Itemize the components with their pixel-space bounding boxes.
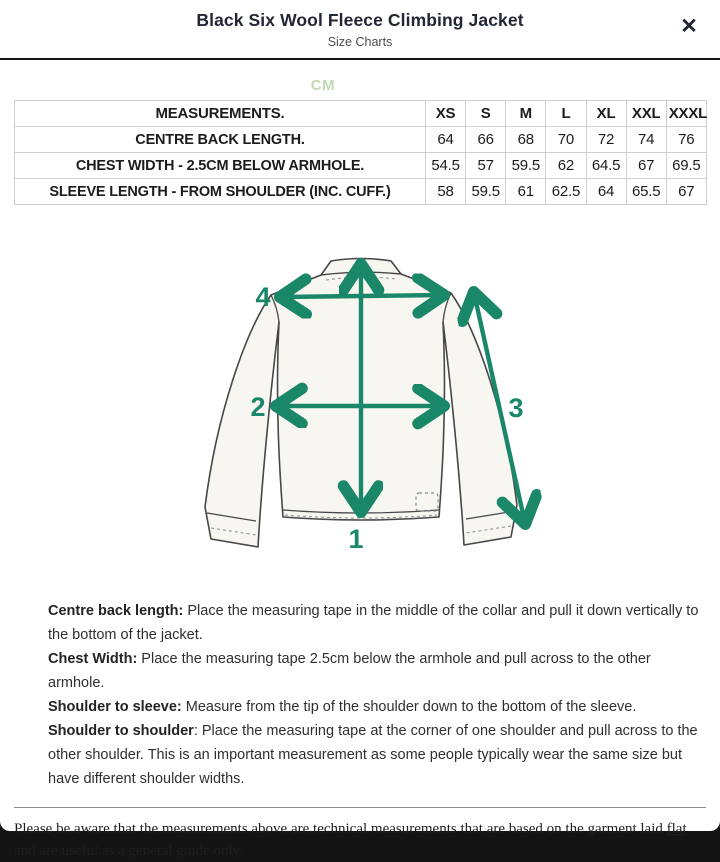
col-header-size: M [506,101,546,127]
product-title: Black Six Wool Fleece Climbing Jacket [196,9,524,30]
instruction-text: : Place the measuring tape at the corner of one shoulder and pull across to the other shoulder. This is an important measurement as some people typically wear the same size but have different shoulder widths. [48,723,698,787]
measurement-value-cell: 67 [626,153,666,179]
instruction-term: Centre back length: [48,603,184,619]
modal-header [0,0,720,60]
modal-subtitle: Size Charts [327,34,393,49]
footer-divider [14,807,706,808]
close-icon[interactable]: ✕ [672,10,706,44]
measurement-row-label: SLEEVE LENGTH - FROM SHOULDER (INC. CUFF.) [15,179,426,205]
measurement-value-cell: 54.5 [426,153,466,179]
unit-row [0,77,720,95]
table-row [15,127,707,153]
size-chart-table [14,100,707,205]
measure-label-1: 1 [348,524,364,554]
measurement-value-cell: 58 [426,179,466,205]
measurement-instructions [48,599,704,791]
footer-note-text: Please be aware that the measurements above are technical measurements that are based on the garment laid [14,821,667,837]
shoulder-width-arrow [281,295,443,297]
measurement-value-cell: 64 [426,127,466,153]
instruction-term: Shoulder to sleeve: [48,699,182,715]
col-header-size: L [546,101,586,127]
measurement-value-cell: 76 [666,127,706,153]
measurement-value-cell: 72 [586,127,626,153]
unit-label-cm: CM [310,77,336,94]
measurement-row-label: CHEST WIDTH - 2.5CM BELOW ARMHOLE. [15,153,426,179]
table-row [15,153,707,179]
measurement-value-cell: 62.5 [546,179,586,205]
jacket-measurement-diagram [0,205,720,597]
measure-label-2: 2 [250,392,266,422]
measure-label-3: 3 [508,393,524,423]
instruction-item [48,599,704,647]
measurement-value-cell: 70 [546,127,586,153]
col-header-size: S [466,101,506,127]
measurement-row-label: CENTRE BACK LENGTH. [15,127,426,153]
measurement-value-cell: 68 [506,127,546,153]
measurement-value-cell: 65.5 [626,179,666,205]
measure-label-4: 4 [255,282,271,312]
measurement-value-cell: 64 [586,179,626,205]
instruction-term: Chest Width: [48,651,138,667]
table-row [15,179,707,205]
instruction-item [48,647,704,695]
measurement-value-cell: 67 [666,179,706,205]
measurement-value-cell: 59.5 [506,153,546,179]
instruction-text: Place the measuring tape 2.5cm below the armhole and pull across to the other armhole. [48,651,651,691]
instruction-text: Place the measuring tape in the middle of the collar and pull it down vertically to the bottom of the jacket. [48,603,699,643]
jacket-diagram-svg [159,225,561,577]
measurement-value-cell: 62 [546,153,586,179]
col-header-size: XXL [626,101,666,127]
footer-note-text-after: and are useful as a general guide only. [14,843,243,859]
instruction-item [48,695,704,719]
col-header-measurements: MEASUREMENTS. [15,101,426,127]
instruction-text: Measure from the tip of the shoulder down to the bottom of the sleeve. [181,699,637,715]
instruction-item [48,719,704,791]
measurement-value-cell: 69.5 [666,153,706,179]
footer-note-underlined: flat [666,821,687,837]
measurement-value-cell: 61 [506,179,546,205]
measurement-value-cell: 57 [466,153,506,179]
col-header-size: XXXL [666,101,706,127]
size-chart-header-row [15,101,707,127]
measurement-value-cell: 64.5 [586,153,626,179]
col-header-size: XS [426,101,466,127]
col-header-size: XL [586,101,626,127]
measurement-value-cell: 66 [466,127,506,153]
measurement-value-cell: 59.5 [466,179,506,205]
measurement-value-cell: 74 [626,127,666,153]
instruction-term: Shoulder to shoulder [48,723,194,739]
footer-note [14,818,706,862]
